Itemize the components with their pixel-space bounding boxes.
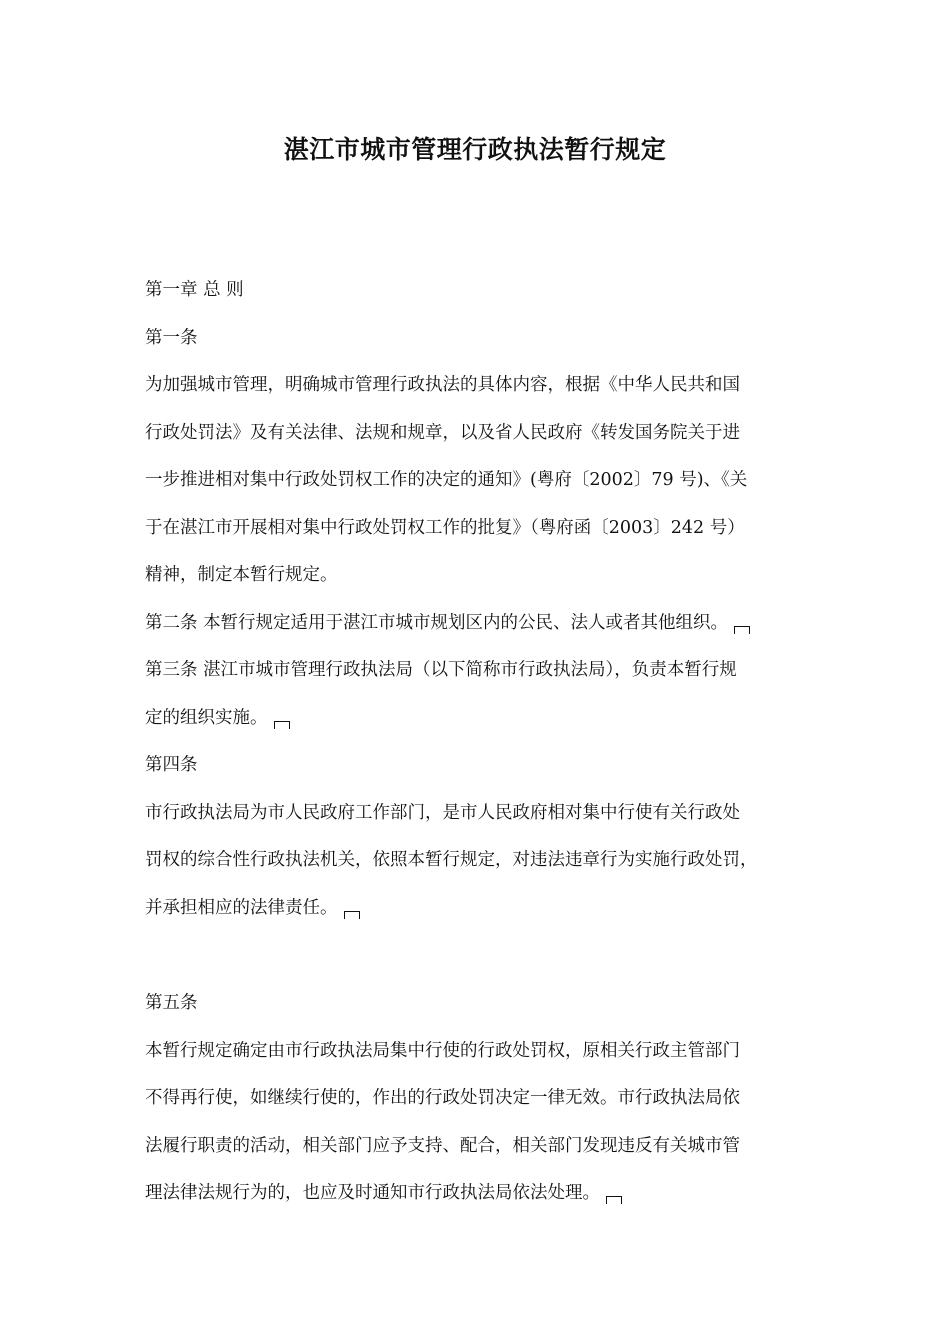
article-4-text-line: 市行政执法局为市人民政府工作部门，是市人民政府相对集中行使有关行政处 [145,802,740,823]
paragraph-end-mark-icon [274,721,290,729]
article-1-text-line: 行政处罚法》及有关法律、法规和规章，以及省人民政府《转发国务院关于进 [145,422,740,443]
article-5-heading: 第五条 [145,993,198,1013]
article-1-text-line: 为加强城市管理，明确城市管理行政执法的具体内容，根据《中华人民共和国 [145,375,740,395]
article-2-line [145,605,825,653]
article-1-heading: 第一条 [145,327,198,348]
article-5-text: 理法律法规行为的，也应及时通知市行政执法局依法处理。 [145,1183,600,1203]
article-4-text-line [145,890,825,938]
article-3-line [145,700,825,748]
article-4-text-line: 罚权的综合性行政执法机关，依照本暂行规定，对违法违章行为实施行政处罚， [145,850,758,870]
paragraph-end-mark-icon [344,911,360,919]
article-1-text-line: 精神，制定本暂行规定。 [145,565,338,585]
article-1-text-line: 一步推进相对集中行政处罚权工作的决定的通知》(粤府〔2002〕79 号)、《关 [145,470,748,490]
article-4-text: 并承担相应的法律责任。 [145,897,338,918]
article-4-heading: 第四条 [145,755,198,775]
article-5-text-line: 法履行职责的活动，相关部门应予支持、配合，相关部门发现违反有关城市管 [145,1135,740,1156]
article-1-text-line: 于在湛江市开展相对集中行政处罚权工作的批复》（粤府函〔2003〕242 号） [145,517,745,538]
article-3-text: 定的组织实施。 [145,707,268,728]
document-title: 湛江市城市管理行政执法暂行规定 [283,135,667,164]
article-2-text: 第二条 本暂行规定适用于湛江市城市规划区内的公民、法人或者其他组织。 [145,612,729,633]
paragraph-end-mark-icon [606,1196,622,1204]
article-5-text-line: 不得再行使，如继续行使的，作出的行政处罚决定一律无效。市行政执法局依 [145,1088,740,1108]
document-body [145,272,825,1223]
paragraph-end-mark-icon [734,626,750,634]
article-5-text-line: 本暂行规定确定由市行政执法局集中行使的行政处罚权，原相关行政主管部门 [145,1040,740,1061]
blank-line [145,937,825,985]
article-5-text-line [145,1175,825,1223]
article-3-line: 第三条 湛江市城市管理行政执法局（以下简称市行政执法局），负责本暂行规 [145,660,737,680]
chapter-heading: 第一章 总 则 [145,280,244,300]
